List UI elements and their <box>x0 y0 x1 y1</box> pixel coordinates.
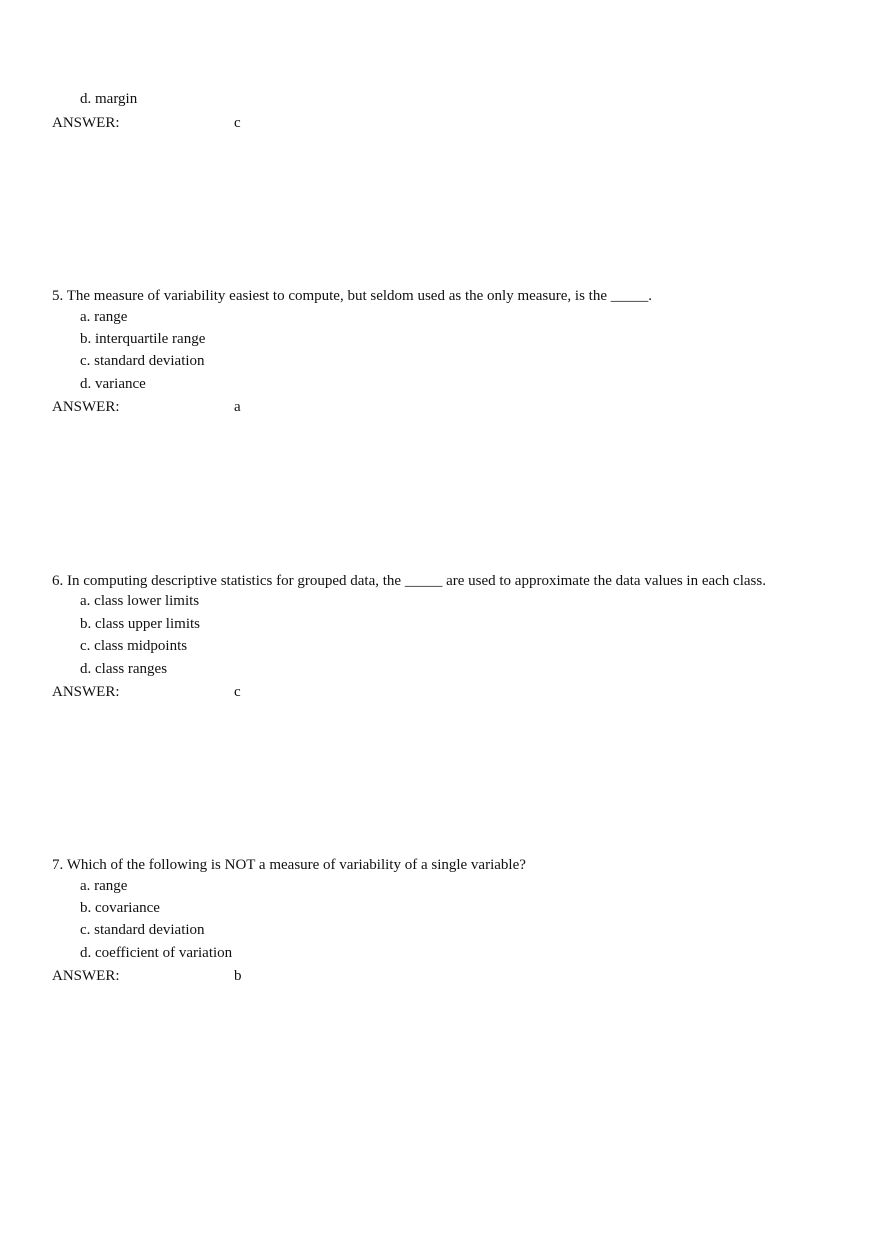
question-stem: 7. Which of the following is NOT a measure of variability of a single variable? <box>52 857 526 873</box>
option-c: c. class midpoints <box>80 638 188 654</box>
option-d: d. coefficient of variation <box>80 945 233 961</box>
option-c: c. standard deviation <box>80 353 205 369</box>
option-a: a. range <box>80 878 128 894</box>
option-d: d. variance <box>80 376 146 392</box>
option-a: a. class lower limits <box>80 593 200 609</box>
option-b: b. class upper limits <box>80 616 200 632</box>
answer-value: b <box>234 968 242 984</box>
answer-value: a <box>234 399 241 415</box>
question-stem: 5. The measure of variability easiest to compute, but seldom used as the only measure, is the _____. <box>52 288 652 304</box>
answer-label: ANSWER: <box>52 115 120 131</box>
option-a: a. range <box>80 309 128 325</box>
option-d: d. margin <box>80 91 138 107</box>
option-b: b. interquartile range <box>80 331 206 347</box>
answer-value: c <box>234 115 241 131</box>
answer-label: ANSWER: <box>52 968 120 984</box>
question-stem: 6. In computing descriptive statistics for grouped data, the _____ are used to approximate the data values in each class. <box>52 573 766 589</box>
answer-label: ANSWER: <box>52 684 120 700</box>
option-c: c. standard deviation <box>80 922 205 938</box>
option-b: b. covariance <box>80 900 160 916</box>
answer-label: ANSWER: <box>52 399 120 415</box>
option-d: d. class ranges <box>80 661 168 677</box>
answer-value: c <box>234 684 241 700</box>
